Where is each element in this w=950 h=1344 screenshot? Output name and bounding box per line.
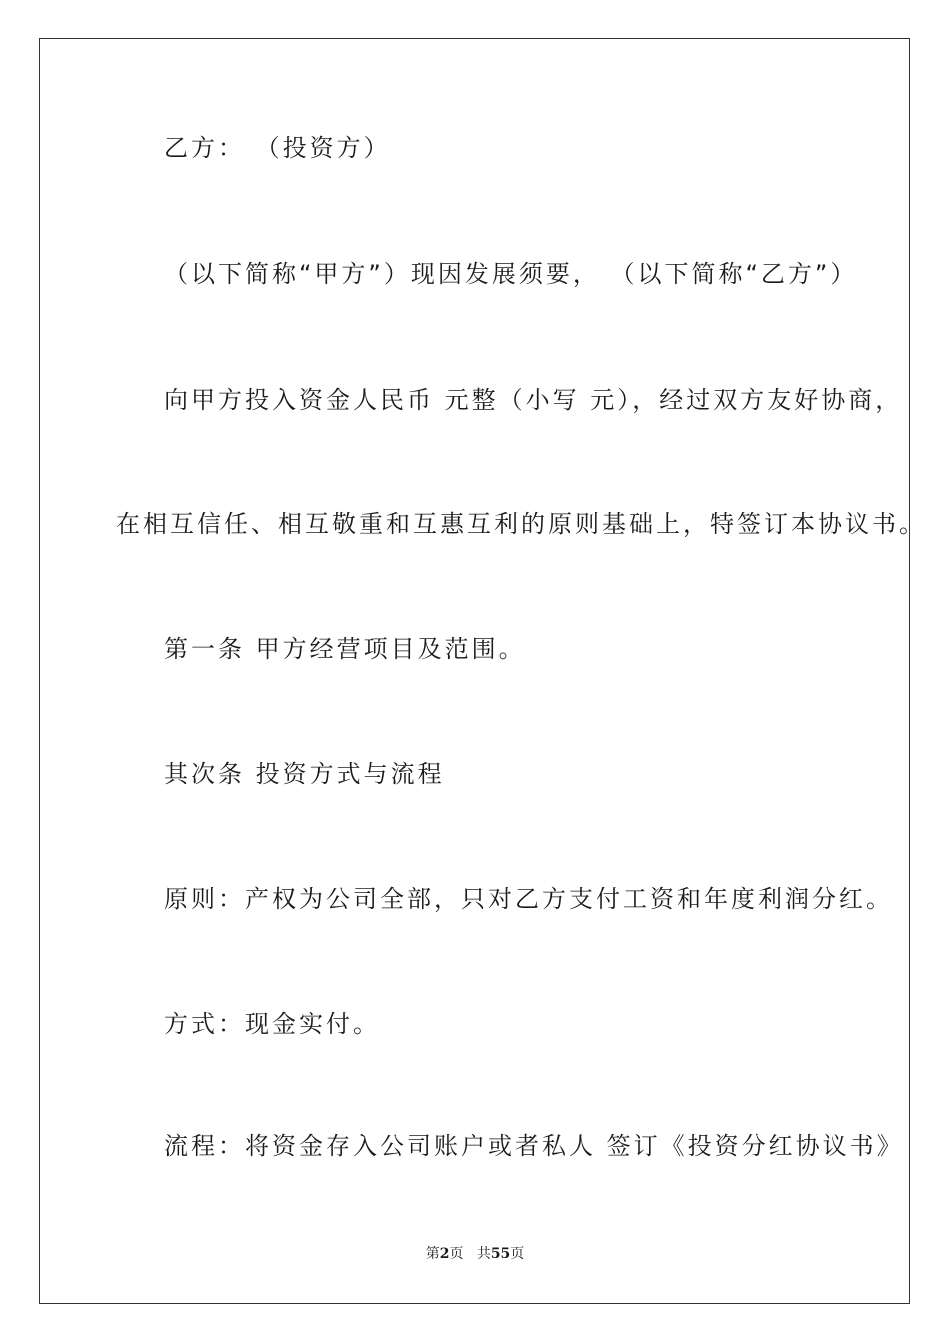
total-pages-number: 55 [490, 1246, 511, 1262]
current-page-number: 2 [439, 1246, 450, 1262]
paragraph-principles: 在相互信任、相互敬重和互惠互利的原则基础上，特签订本协议书。 [116, 510, 926, 538]
paragraph-process: 流程：将资金存入公司账户或者私人 签订《投资分红协议书》 [164, 1132, 904, 1160]
article-two-heading: 其次条 投资方式与流程 [164, 760, 445, 788]
paragraph-party-b: 乙方： （投资方） [164, 134, 391, 162]
page-border [39, 38, 910, 1304]
footer-total-prefix: 共 [476, 1246, 491, 1262]
paragraph-abbreviations: （以下简称“甲方”）现因发展须要， （以下简称“乙方”） [164, 260, 858, 288]
footer-page-unit: 页 [449, 1246, 464, 1262]
paragraph-method: 方式：现金实付。 [164, 1010, 380, 1038]
article-one-heading: 第一条 甲方经营项目及范围。 [164, 635, 526, 663]
page-footer [0, 1244, 950, 1264]
footer-total-unit: 页 [510, 1246, 525, 1262]
paragraph-principle-rule: 原则：产权为公司全部，只对乙方支付工资和年度利润分红。 [164, 885, 893, 913]
footer-prefix: 第 [425, 1246, 440, 1262]
paragraph-investment-amount: 向甲方投入资金人民币 元整（小写 元），经过双方友好协商， [164, 386, 903, 414]
